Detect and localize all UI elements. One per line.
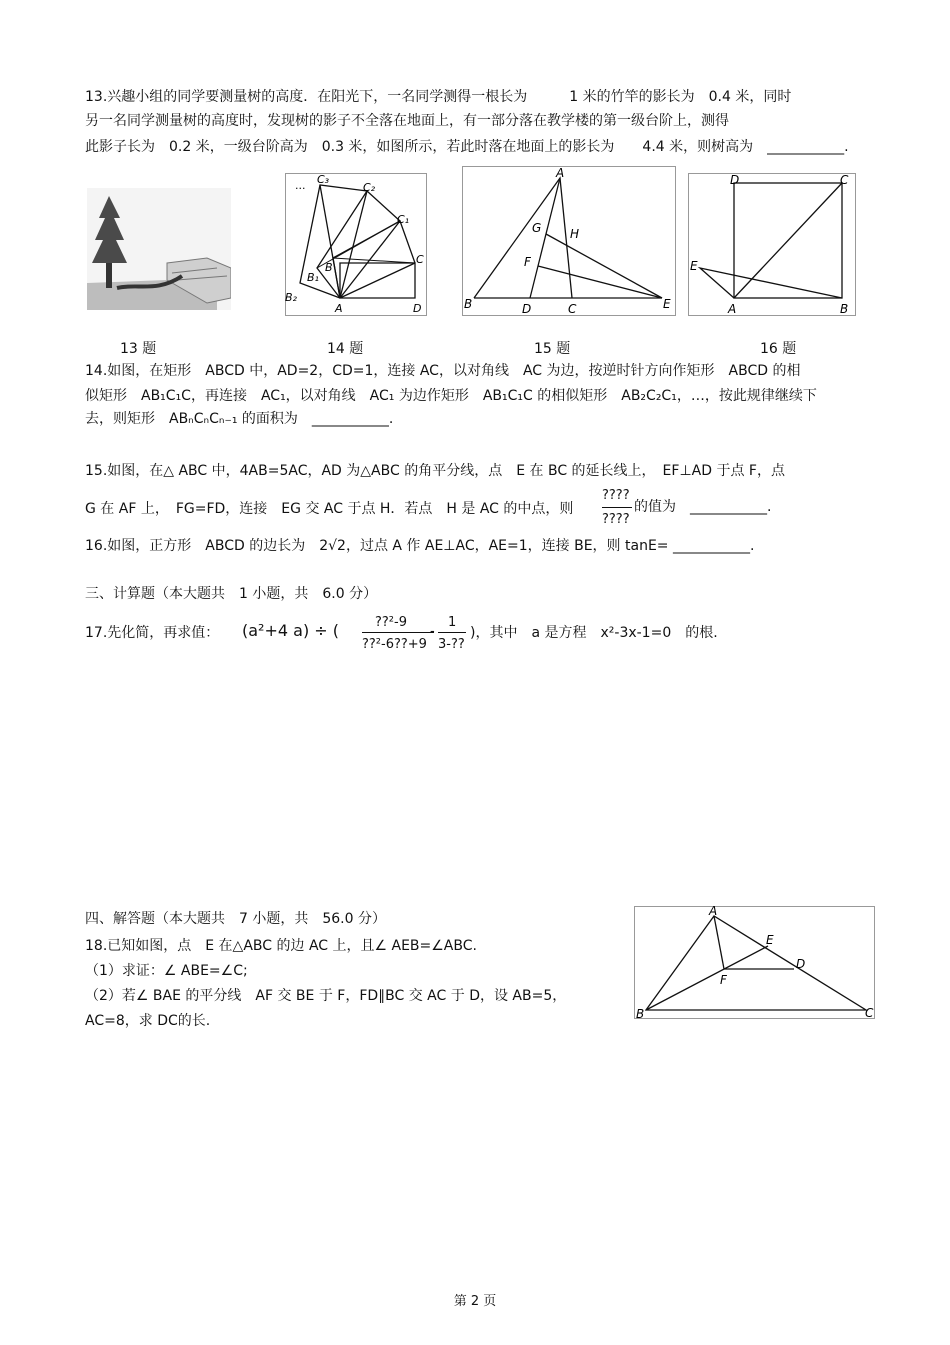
- q15-fraction-denominator: ????: [602, 512, 630, 527]
- label-a: A: [556, 166, 565, 180]
- caption-13: 13 题: [120, 341, 157, 357]
- label-e: E: [690, 259, 698, 273]
- q17-frac1-bar: [362, 632, 434, 633]
- label-b: B: [636, 1007, 645, 1019]
- tree-illustration: [87, 188, 231, 310]
- section3-heading: 三、计算题（本大题共 1 小题，共 6.0 分）: [85, 586, 378, 602]
- q13-line2: 另一名同学测量树的高度时，发现树的影子不全落在地面上，有一部分落在教学楼的第一级台阶上，测得: [85, 113, 729, 129]
- label-b2: B₂: [285, 291, 297, 304]
- label-c: C: [568, 302, 577, 316]
- section4-heading: 四、解答题（本大题共 7 小题，共 56.0 分）: [85, 911, 386, 927]
- label-a: A: [335, 302, 343, 315]
- q18-line2: （1）求证：∠ ABE=∠C;: [85, 963, 248, 979]
- q17-minus: -: [430, 624, 435, 639]
- label-a: A: [728, 302, 737, 316]
- figure-15: [462, 166, 676, 316]
- label-c2: C₂: [363, 181, 376, 194]
- label-dots: ...: [295, 179, 306, 192]
- q17-frac1-denominator: ??²-6??+9: [362, 637, 427, 652]
- label-c: C: [865, 1006, 874, 1019]
- q13-line3: 此影子长为 0.2 米，一级台阶高为 0.3 米，如图所示，若此时落在地面上的影长为 4.4 米，则树高为 ___________.: [85, 139, 849, 155]
- figure-18: [634, 906, 875, 1019]
- label-c: C: [840, 173, 849, 187]
- figure-14: [285, 173, 427, 316]
- q17-frac2-numerator: 1: [448, 615, 457, 630]
- label-a: A: [709, 906, 718, 918]
- q17-expr1: (a²+4 a) ÷ (: [242, 621, 339, 640]
- label-c1: C₁: [397, 213, 410, 226]
- q17-frac2-bar: [438, 632, 466, 633]
- q14-line3: 去，则矩形 ABₙCₙCₙ₋₁ 的面积为 ___________.: [85, 411, 394, 427]
- q15-line2a: G 在 AF 上， FG=FD，连接 EG 交 AC 于点 H．若点 H 是 AC 的中点，则: [85, 501, 574, 517]
- label-b: B: [840, 302, 849, 316]
- q14-line2: 似矩形 AB₁C₁C，再连接 AC₁，以对角线 AC₁ 为边作矩形 AB₁C₁C 的相似矩形 AB₂C₂C₁，…，按此规律继续下: [85, 388, 817, 404]
- q15-line1: 15.如图，在△ ABC 中，4AB=5AC，AD 为△ABC 的角平分线，点 E 在 BC 的延长线上， EF⊥AD 于点 F，点: [85, 463, 785, 479]
- page-number: 第 2 页: [453, 1294, 497, 1309]
- label-h: H: [570, 227, 580, 241]
- q18-line1: 18.已知如图，点 E 在△ABC 的边 AC 上，且∠ AEB=∠ABC.: [85, 938, 477, 954]
- label-f: F: [524, 255, 531, 269]
- label-d: D: [522, 302, 532, 316]
- label-d: D: [413, 302, 422, 315]
- label-f: F: [720, 973, 727, 987]
- label-b1: B₁: [307, 271, 319, 284]
- label-g: G: [532, 221, 542, 235]
- label-d: D: [796, 957, 806, 971]
- q16-line1: 16.如图，正方形 ABCD 的边长为 2√2，过点 A 作 AE⊥AC，AE=1，连接 BE，则 tanE= ___________.: [85, 538, 755, 554]
- label-d: D: [730, 173, 740, 187]
- q15-line2b: 的值为 ___________.: [634, 499, 772, 515]
- q13-line1: 13.兴趣小组的同学要测量树的高度．在阳光下，一名同学测得一根长为 1 米的竹竿的影长为 0.4 米，同时: [85, 89, 792, 105]
- q18-line4: AC=8，求 DC的长.: [85, 1013, 211, 1029]
- figure-16: [688, 173, 856, 316]
- label-c3: C₃: [317, 173, 330, 186]
- caption-14: 14 题: [327, 341, 364, 357]
- label-e: E: [766, 933, 774, 947]
- label-c: C: [416, 253, 424, 266]
- label-b: B: [325, 261, 333, 274]
- q14-line1: 14.如图，在矩形 ABCD 中，AD=2，CD=1，连接 AC，以对角线 AC 为边，按逆时针方向作矩形 ABCD 的相: [85, 363, 801, 379]
- label-e: E: [663, 297, 671, 311]
- label-b: B: [464, 297, 473, 311]
- q18-line3: （2）若∠ BAE 的平分线 AF 交 BE 于 F，FD∥BC 交 AC 于 D，设 AB=5，: [85, 988, 567, 1004]
- q17-frac1-numerator: ??²-9: [375, 615, 407, 630]
- q15-fraction-bar: [602, 507, 632, 508]
- caption-15: 15 题: [534, 341, 571, 357]
- figure-13: [87, 188, 231, 310]
- caption-16: 16 题: [760, 341, 797, 357]
- q17-suffix: )，其中 a 是方程 x²-3x-1=0 的根.: [470, 625, 718, 641]
- q17-frac2-denominator: 3-??: [438, 637, 465, 652]
- q17-prefix: 17.先化简，再求值：: [85, 625, 220, 641]
- q15-fraction-numerator: ????: [602, 488, 630, 503]
